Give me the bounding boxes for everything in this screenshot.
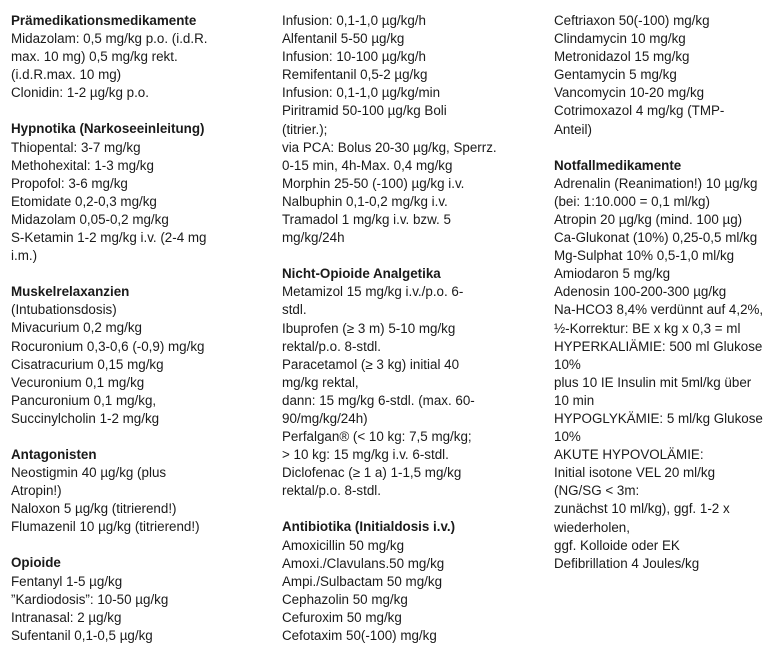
dosage-line: Sufentanil 0,1-0,5 µg/kg [11,627,153,643]
dosage-line: zunächst 10 ml/kg), ggf. 1-2 x [554,501,730,517]
dosage-line: Cefuroxim 50 mg/kg [282,609,402,625]
dosage-line: (NG/SG < 3m: [554,483,640,499]
dosage-line: Initial isotone VEL 20 ml/kg [554,465,716,481]
dosage-line: Atropin 20 µg/kg (mind. 100 µg) [554,211,743,227]
section-heading: Muskelrelaxanzien [11,284,130,300]
dosage-line: Metamizol 15 mg/kg i.v./p.o. 6- [282,284,464,300]
dosage-line: plus 10 IE Insulin mit 5ml/kg über [554,374,752,390]
dosage-line: Cefotaxim 50(-100) mg/kg [282,628,437,643]
dosage-line: (bei: 1:10.000 = 0,1 ml/kg) [554,193,710,209]
dosage-line: 10 min [554,392,595,408]
dosage-line: Cephazolin 50 mg/kg [282,591,408,607]
section-heading: Nicht-Opioide Analgetika [282,266,441,282]
dosage-line: Ceftriaxon 50(-100) mg/kg [554,13,710,28]
dosage-line: ”Kardiodosis”: 10-50 µg/kg [11,591,169,607]
dosage-line: Ca-Glukonat (10%) 0,25-0,5 ml/kg [554,230,758,246]
dosage-line: Na-HCO3 8,4% verdünnt auf 4,2%, [554,302,764,318]
column-3 [554,12,770,591]
dosage-line: Adenosin 100-200-300 µg/kg [554,284,727,300]
dosage-line: Etomidate 0,2-0,3 mg/kg [11,193,157,209]
dosage-line: Flumazenil 10 µg/kg (titrierend!) [11,519,200,535]
dosage-line: Piritramid 50-100 µg/kg Boli [282,103,447,119]
dosage-line: Anteil) [554,121,592,137]
section [11,554,273,644]
dosage-line: 10% [554,356,581,372]
dosage-line: Infusion: 0,1-1,0 µg/kg/min [282,85,441,101]
dosage-line: Vancomycin 10-20 mg/kg [554,85,705,101]
dosage-line: Tramadol 1 mg/kg i.v. bzw. 5 [282,212,451,228]
dosage-line: Ibuprofen (≥ 3 m) 5-10 mg/kg [282,320,456,336]
dosage-line: via PCA: Bolus 20-30 µg/kg, Sperrz. [282,139,497,155]
dosage-line: Remifentanil 0,5-2 µg/kg [282,67,428,83]
dosage-line: S-Ketamin 1-2 mg/kg i.v. (2-4 mg [11,230,207,246]
section [11,283,273,428]
dosage-line: mg/kg rektal, [282,374,359,390]
dosage-list [11,139,273,266]
section [11,12,273,102]
dosage-line: Cotrimoxazol 4 mg/kg (TMP- [554,103,725,119]
section [11,120,273,265]
section-heading: Antibiotika (Initialdosis i.v.) [282,519,456,535]
dosage-line: Morphin 25-50 (-100) µg/kg i.v. [282,175,465,191]
dosage-line: Propofol: 3-6 mg/kg [11,175,128,191]
dosage-line: ½-Korrektur: BE x kg x 0,3 = ml [554,320,741,336]
dosage-line: Atropin!) [11,483,62,499]
dosage-line: HYPOGLYKÄMIE: 5 ml/kg Glukose [554,410,763,426]
dosage-line: Defibrillation 4 Joules/kg [554,555,700,571]
dosage-line: Diclofenac (≥ 1 a) 1-1,5 mg/kg [282,465,462,481]
section-heading: Prämedikationsmedikamente [11,13,197,28]
dosage-line: AKUTE HYPOVOLÄMIE: [554,447,704,463]
dosage-line: ggf. Kolloide oder EK [554,537,680,553]
dosage-line: HYPERKALIÄMIE: 500 ml Glukose [554,338,763,354]
dosage-line: mg/kg/24h [282,230,345,246]
dosage-list [282,537,544,646]
dosage-line: (titrier.); [282,121,328,137]
dosage-line: Clindamycin 10 mg/kg [554,31,686,47]
dosage-list [282,12,544,247]
dosage-line: (i.d.R.max. 10 mg) [11,67,122,83]
section-heading: Hypnotika (Narkoseeinleitung) [11,121,205,137]
dosage-list [11,464,273,536]
dosage-line: Mivacurium 0,2 mg/kg [11,320,142,336]
dosage-list [11,30,273,102]
dosage-line: Mg-Sulphat 10% 0,5-1,0 ml/kg [554,248,735,264]
dosage-line: Perfalgan® (< 10 kg: 7,5 mg/kg; [282,429,472,445]
dosage-line: Vecuronium 0,1 mg/kg [11,374,145,390]
dosage-line: (Intubationsdosis) [11,302,117,318]
section [282,12,544,247]
dosage-line: Naloxon 5 µg/kg (titrierend!) [11,501,177,517]
section [282,265,544,500]
dosage-line: Midazolam: 0,5 mg/kg p.o. (i.d.R. [11,31,208,47]
dosage-line: Adrenalin (Reanimation!) 10 µg/kg [554,175,758,191]
section [282,518,544,645]
dosage-line: Infusion: 10-100 µg/kg/h [282,49,426,65]
dosage-line: 10% [554,429,581,445]
dosage-list [554,175,770,573]
section [554,12,770,139]
dosage-line: Fentanyl 1-5 µg/kg [11,573,123,589]
section [11,446,273,536]
dosage-line: Amoxi./Clavulans.50 mg/kg [282,555,445,571]
dosage-line: Neostigmin 40 µg/kg (plus [11,465,167,481]
dosage-line: Pancuronium 0,1 mg/kg, [11,392,157,408]
dosage-list [282,283,544,500]
dosage-line: stdl. [282,302,307,318]
dosage-line: Ampi./Sulbactam 50 mg/kg [282,573,443,589]
dosage-line: 90/mg/kg/24h) [282,410,368,426]
dosage-line: i.m.) [11,248,38,264]
dosage-line: Succinylcholin 1-2 mg/kg [11,410,160,426]
dosage-line: Clonidin: 1-2 µg/kg p.o. [11,85,149,101]
dosage-line: Amoxicillin 50 mg/kg [282,537,405,553]
dosage-line: rektal/p.o. 8-stdl. [282,483,381,499]
dosage-line: Amiodaron 5 mg/kg [554,266,671,282]
dosage-line: 0-15 min, 4h-Max. 0,4 mg/kg [282,157,453,173]
dosage-line: Midazolam 0,05-0,2 mg/kg [11,211,169,227]
dosage-line: Gentamycin 5 mg/kg [554,67,677,83]
dosage-line: Cisatracurium 0,15 mg/kg [11,356,164,372]
dosage-line: max. 10 mg) 0,5 mg/kg rekt. [11,49,178,65]
section-heading: Notfallmedikamente [554,157,682,173]
dosage-line: rektal/p.o. 8-stdl. [282,338,381,354]
dosage-list [554,12,770,139]
section-heading: Opioide [11,555,61,571]
dosage-line: Methohexital: 1-3 mg/kg [11,157,154,173]
section-heading: Antagonisten [11,446,97,462]
dosage-line: Intranasal: 2 µg/kg [11,609,122,625]
dosage-line: wiederholen, [554,519,630,535]
dosage-list [11,573,273,645]
section [554,157,770,573]
dosage-line: > 10 kg: 15 mg/kg i.v. 6-stdl. [282,447,449,463]
dosage-line: Thiopental: 3-7 mg/kg [11,139,141,155]
dosage-line: Paracetamol (≥ 3 kg) initial 40 [282,356,460,372]
column-2 [282,12,544,663]
dosage-line: Rocuronium 0,3-0,6 (-0,9) mg/kg [11,338,205,354]
column-1 [11,12,273,663]
dosage-line: Nalbuphin 0,1-0,2 mg/kg i.v. [282,193,448,209]
dosage-line: Metronidazol 15 mg/kg [554,49,690,65]
dosage-line: Infusion: 0,1-1,0 µg/kg/h [282,13,426,28]
dosage-list [11,301,273,428]
dosage-line: Alfentanil 5-50 µg/kg [282,31,405,47]
dosage-line: dann: 15 mg/kg 6-stdl. (max. 60- [282,392,475,408]
